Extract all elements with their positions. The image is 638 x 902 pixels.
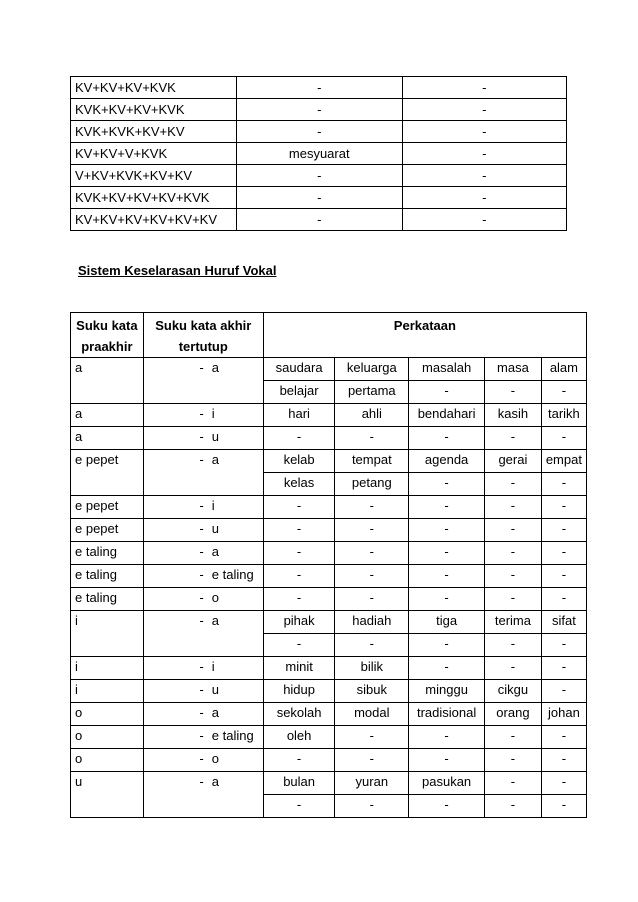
cell-word: pertama <box>335 381 409 404</box>
cell-akhir-dash: - <box>199 452 204 467</box>
table-cell-a: - <box>236 187 402 209</box>
cell-word: gerai <box>485 450 542 473</box>
cell-akhir-vowel: e taling <box>211 567 254 582</box>
cell-akhir-vowel: a <box>211 613 219 628</box>
table-cell-pattern: KV+KV+KV+KV+KV+KV <box>71 209 237 231</box>
cell-word: - <box>541 565 586 588</box>
cell-akhir <box>143 358 263 404</box>
cell-praakhir: o <box>71 726 144 749</box>
cell-word: - <box>263 634 335 657</box>
cell-word: - <box>541 749 586 772</box>
cell-akhir-dash: - <box>199 567 204 582</box>
cell-word: - <box>335 519 409 542</box>
table-cell-a: - <box>236 165 402 187</box>
cell-word: - <box>485 634 542 657</box>
cell-word: kelas <box>263 473 335 496</box>
cell-praakhir: e taling <box>71 565 144 588</box>
cell-word: agenda <box>409 450 485 473</box>
table-cell-pattern: KVK+KVK+KV+KV <box>71 121 237 143</box>
cell-akhir <box>143 772 263 818</box>
cell-word: petang <box>335 473 409 496</box>
cell-word: minit <box>263 657 335 680</box>
cell-word: - <box>541 427 586 450</box>
header-praakhir <box>71 313 144 358</box>
cell-akhir-dash: - <box>199 521 204 536</box>
cell-word: - <box>541 496 586 519</box>
cell-word: - <box>263 588 335 611</box>
cell-word: hadiah <box>335 611 409 634</box>
cell-word: tradisional <box>409 703 485 726</box>
cell-word: - <box>335 588 409 611</box>
table-cell-b: - <box>402 165 566 187</box>
table-cell-pattern: KVK+KV+KV+KVK <box>71 99 237 121</box>
cell-akhir-vowel: i <box>211 498 215 513</box>
cell-word: - <box>409 634 485 657</box>
cell-word: - <box>485 381 542 404</box>
table-row <box>71 565 587 588</box>
cell-akhir-vowel: e taling <box>211 728 254 743</box>
cell-word: - <box>335 542 409 565</box>
cell-word: - <box>541 381 586 404</box>
cell-word: - <box>541 657 586 680</box>
table-cell-a: mesyuarat <box>236 143 402 165</box>
cell-praakhir: e taling <box>71 588 144 611</box>
cell-word: bulan <box>263 772 335 795</box>
table-row <box>71 726 587 749</box>
header-praakhir-line1: Suku kata <box>76 318 138 333</box>
cell-akhir <box>143 519 263 542</box>
cell-praakhir: i <box>71 657 144 680</box>
cell-akhir-vowel: i <box>211 406 215 421</box>
table-cell-pattern: V+KV+KVK+KV+KV <box>71 165 237 187</box>
cell-word: - <box>409 519 485 542</box>
cell-akhir-dash: - <box>199 544 204 559</box>
table-cell-b: - <box>402 187 566 209</box>
cell-word: - <box>409 588 485 611</box>
table-header-row <box>71 313 587 358</box>
cell-akhir <box>143 611 263 657</box>
header-perkataan: Perkataan <box>263 313 586 358</box>
cell-word: - <box>409 657 485 680</box>
cell-word: - <box>263 795 335 818</box>
cell-akhir <box>143 496 263 519</box>
cell-akhir-dash: - <box>199 613 204 628</box>
cell-word: - <box>541 772 586 795</box>
cell-akhir-vowel: u <box>211 682 219 697</box>
cell-word: - <box>485 565 542 588</box>
cell-word: kasih <box>485 404 542 427</box>
cell-word: tempat <box>335 450 409 473</box>
cell-word: tarikh <box>541 404 586 427</box>
cell-word: modal <box>335 703 409 726</box>
syllable-pattern-table <box>70 76 567 231</box>
cell-word: - <box>263 519 335 542</box>
cell-praakhir: e pepet <box>71 519 144 542</box>
cell-akhir <box>143 404 263 427</box>
cell-praakhir: e taling <box>71 542 144 565</box>
header-akhir-line2: tertutup <box>178 339 228 354</box>
cell-word: orang <box>485 703 542 726</box>
cell-word: - <box>409 795 485 818</box>
cell-word: bendahari <box>409 404 485 427</box>
cell-word: hari <box>263 404 335 427</box>
cell-word: - <box>409 496 485 519</box>
cell-word: - <box>335 496 409 519</box>
table-row <box>71 772 587 795</box>
section-heading: Sistem Keselarasan Huruf Vokal <box>78 263 277 278</box>
cell-word: - <box>485 657 542 680</box>
cell-word: belajar <box>263 381 335 404</box>
cell-akhir <box>143 680 263 703</box>
cell-word: - <box>335 427 409 450</box>
cell-word: - <box>485 542 542 565</box>
cell-word: - <box>541 588 586 611</box>
table-row <box>71 542 587 565</box>
cell-akhir-dash: - <box>199 590 204 605</box>
cell-akhir-vowel: u <box>211 521 219 536</box>
header-praakhir-line2: praakhir <box>81 339 133 354</box>
cell-akhir-vowel: a <box>211 705 219 720</box>
cell-akhir <box>143 588 263 611</box>
cell-word: - <box>409 473 485 496</box>
cell-word: pasukan <box>409 772 485 795</box>
cell-praakhir: a <box>71 404 144 427</box>
cell-akhir-vowel: a <box>211 544 219 559</box>
cell-word: kelab <box>263 450 335 473</box>
cell-word: - <box>541 542 586 565</box>
cell-word: - <box>485 588 542 611</box>
table-cell-b: - <box>402 209 566 231</box>
table-row <box>71 99 567 121</box>
cell-word: - <box>335 565 409 588</box>
table-row <box>71 187 567 209</box>
cell-word: cikgu <box>485 680 542 703</box>
cell-word: keluarga <box>335 358 409 381</box>
cell-word: masalah <box>409 358 485 381</box>
cell-word: - <box>485 772 542 795</box>
table-cell-b: - <box>402 143 566 165</box>
cell-akhir-vowel: a <box>211 360 219 375</box>
cell-word: - <box>335 634 409 657</box>
table-row <box>71 680 587 703</box>
cell-word: - <box>263 542 335 565</box>
cell-word: - <box>263 749 335 772</box>
cell-praakhir: a <box>71 358 144 404</box>
table-cell-b: - <box>402 99 566 121</box>
table-row <box>71 611 587 634</box>
table-row <box>71 77 567 99</box>
header-akhir-line1: Suku kata akhir <box>155 318 252 333</box>
cell-word: johan <box>541 703 586 726</box>
table-row <box>71 358 587 381</box>
table-row <box>71 427 587 450</box>
cell-praakhir: o <box>71 749 144 772</box>
table-row <box>71 519 587 542</box>
cell-praakhir: u <box>71 772 144 818</box>
cell-word: - <box>335 726 409 749</box>
cell-word: - <box>409 542 485 565</box>
cell-word: - <box>409 726 485 749</box>
cell-word: - <box>485 496 542 519</box>
cell-word: minggu <box>409 680 485 703</box>
cell-word: alam <box>541 358 586 381</box>
cell-word: pihak <box>263 611 335 634</box>
header-akhir <box>143 313 263 358</box>
cell-word: - <box>541 634 586 657</box>
cell-akhir-dash: - <box>199 705 204 720</box>
table-row <box>71 749 587 772</box>
cell-akhir-vowel: a <box>211 452 219 467</box>
cell-word: - <box>541 519 586 542</box>
cell-akhir-dash: - <box>199 751 204 766</box>
cell-akhir <box>143 542 263 565</box>
cell-word: sibuk <box>335 680 409 703</box>
cell-word: - <box>485 726 542 749</box>
cell-akhir <box>143 703 263 726</box>
table-row <box>71 450 587 473</box>
cell-word: sifat <box>541 611 586 634</box>
cell-word: - <box>263 496 335 519</box>
table-row <box>71 588 587 611</box>
cell-word: - <box>335 795 409 818</box>
cell-word: hidup <box>263 680 335 703</box>
table-row <box>71 121 567 143</box>
table-row <box>71 209 567 231</box>
table-cell-a: - <box>236 77 402 99</box>
table-cell-b: - <box>402 77 566 99</box>
cell-word: - <box>409 565 485 588</box>
cell-akhir-vowel: o <box>211 751 219 766</box>
cell-praakhir: e pepet <box>71 496 144 519</box>
table-cell-pattern: KV+KV+V+KVK <box>71 143 237 165</box>
cell-word: - <box>485 749 542 772</box>
cell-word: empat <box>541 450 586 473</box>
cell-praakhir: a <box>71 427 144 450</box>
table-cell-pattern: KVK+KV+KV+KV+KVK <box>71 187 237 209</box>
cell-praakhir: i <box>71 611 144 657</box>
cell-word: - <box>541 795 586 818</box>
cell-word: - <box>485 519 542 542</box>
cell-word: masa <box>485 358 542 381</box>
cell-akhir-dash: - <box>199 728 204 743</box>
cell-word: oleh <box>263 726 335 749</box>
table-cell-b: - <box>402 121 566 143</box>
cell-word: - <box>335 749 409 772</box>
cell-akhir-dash: - <box>199 659 204 674</box>
cell-akhir-vowel: u <box>211 429 219 444</box>
table-row <box>71 703 587 726</box>
cell-praakhir: e pepet <box>71 450 144 496</box>
cell-word: - <box>409 381 485 404</box>
cell-word: - <box>541 726 586 749</box>
cell-akhir-dash: - <box>199 360 204 375</box>
vowel-harmony-table <box>70 312 587 818</box>
table-row <box>71 404 587 427</box>
cell-word: - <box>485 427 542 450</box>
table-row <box>71 657 587 680</box>
cell-akhir <box>143 565 263 588</box>
table-cell-a: - <box>236 209 402 231</box>
table-cell-pattern: KV+KV+KV+KVK <box>71 77 237 99</box>
cell-praakhir: i <box>71 680 144 703</box>
cell-word: - <box>541 473 586 496</box>
cell-word: sekolah <box>263 703 335 726</box>
cell-word: bilik <box>335 657 409 680</box>
cell-akhir-vowel: o <box>211 590 219 605</box>
cell-word: - <box>485 473 542 496</box>
cell-word: - <box>263 427 335 450</box>
cell-word: ahli <box>335 404 409 427</box>
table-row <box>71 496 587 519</box>
table-row <box>71 143 567 165</box>
cell-praakhir: o <box>71 703 144 726</box>
cell-word: tiga <box>409 611 485 634</box>
cell-akhir <box>143 657 263 680</box>
cell-akhir-dash: - <box>199 498 204 513</box>
cell-word: - <box>409 749 485 772</box>
cell-word: - <box>485 795 542 818</box>
cell-akhir-vowel: a <box>211 774 219 789</box>
cell-akhir-vowel: i <box>211 659 215 674</box>
cell-akhir-dash: - <box>199 774 204 789</box>
table-cell-a: - <box>236 121 402 143</box>
cell-akhir <box>143 749 263 772</box>
cell-word: yuran <box>335 772 409 795</box>
cell-word: - <box>541 680 586 703</box>
cell-word: terima <box>485 611 542 634</box>
cell-akhir <box>143 427 263 450</box>
table-cell-a: - <box>236 99 402 121</box>
cell-word: saudara <box>263 358 335 381</box>
cell-word: - <box>263 565 335 588</box>
cell-akhir-dash: - <box>199 429 204 444</box>
cell-akhir-dash: - <box>199 682 204 697</box>
cell-word: - <box>409 427 485 450</box>
cell-akhir <box>143 726 263 749</box>
cell-akhir <box>143 450 263 496</box>
table-row <box>71 165 567 187</box>
cell-akhir-dash: - <box>199 406 204 421</box>
